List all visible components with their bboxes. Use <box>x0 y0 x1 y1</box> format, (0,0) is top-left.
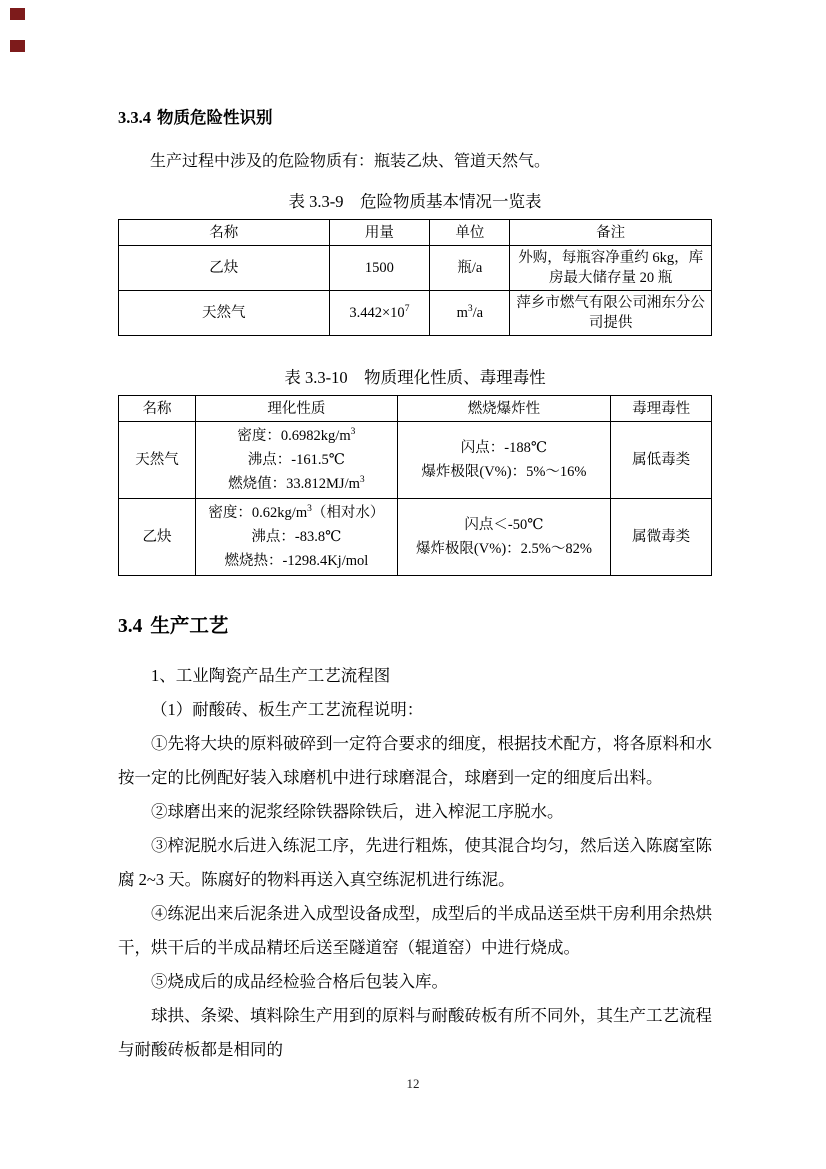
cell-phys <box>196 422 398 499</box>
phys-line: 密度：$0.62kg/m^3$（相对水） <box>208 504 385 521</box>
section-title: 物质危险性识别 <box>157 109 273 127</box>
cell-phys <box>196 499 398 576</box>
header-toxicity: 毒理毒性 <box>611 396 712 422</box>
table-row <box>119 499 712 576</box>
hazard-materials-table <box>118 219 712 336</box>
amount-value: 3.442×10 <box>349 305 405 321</box>
table-3-3-9-caption: 表 3.3-9 危险物质基本情况一览表 <box>288 192 542 211</box>
unit-exponent: 3 <box>467 304 473 315</box>
explosion-line: 闪点：-188℃ <box>460 440 548 456</box>
phys-line: 沸点：-83.8℃ <box>251 529 342 545</box>
header-unit: 单位 <box>430 220 510 246</box>
cell-amount <box>329 291 430 336</box>
cell-name: 天然气 <box>119 291 330 336</box>
paragraph-process-label: （1）耐酸砖、板生产工艺流程说明： <box>151 700 424 719</box>
section-title: 生产工艺 <box>150 615 229 637</box>
table-row <box>119 422 712 499</box>
unit-rest: /a <box>472 305 484 321</box>
phys-line: 燃烧值：$33.812MJ/m^3$ <box>228 475 365 492</box>
explosion-line: 爆炸极限(V%)：2.5%～82% <box>415 541 592 557</box>
header-note: 备注 <box>510 220 712 246</box>
phys-line: 沸点：-161.5℃ <box>247 452 345 468</box>
table-header-row <box>119 396 712 422</box>
section-heading-3-3-4 <box>118 106 712 130</box>
header-name: 名称 <box>119 220 330 246</box>
header-amount: 用量 <box>329 220 430 246</box>
phys-line: 密度：$0.6982kg/m^3$ <box>237 427 356 444</box>
paragraph-note: 球拱、条梁、填料除生产用到的原料与耐酸砖板有所不同外，其生产工艺流程与耐酸砖板都是相同的 <box>118 1006 712 1059</box>
cell-explosion <box>397 499 610 576</box>
cell-toxicity: 属微毒类 <box>611 499 712 576</box>
cell-unit: 瓶/a <box>430 246 510 291</box>
cell-unit <box>430 291 510 336</box>
cell-note: 外购，每瓶容净重约 6kg，库房最大储存量 20 瓶 <box>510 246 712 291</box>
table-3-3-10-caption: 表 3.3-10 物质理化性质、毒理毒性 <box>284 368 546 387</box>
table-row <box>119 291 712 336</box>
paragraph-flowchart-title: 1、工业陶瓷产品生产工艺流程图 <box>151 666 391 685</box>
header-explosion: 燃烧爆炸性 <box>397 396 610 422</box>
paragraph-step-1: ①先将大块的原料破碎到一定符合要求的细度，根据技术配方，将各原料和水按一定的比例配好装入球磨机中进行球磨混合，球磨到一定的细度后出料。 <box>118 734 712 787</box>
cell-name: 乙炔 <box>119 246 330 291</box>
cell-note: 萍乡市燃气有限公司湘东分公司提供 <box>510 291 712 336</box>
cell-name: 天然气 <box>119 422 196 499</box>
header-name: 名称 <box>119 396 196 422</box>
paragraph-step-5: ⑤烧成后的成品经检验合格后包装入库。 <box>151 972 448 991</box>
section-number: 3.4 <box>118 616 143 637</box>
header-phys: 理化性质 <box>196 396 398 422</box>
paragraph-step-2: ②球磨出来的泥浆经除铁器除铁后，进入榨泥工序脱水。 <box>151 802 564 821</box>
explosion-line: 闪点＜-50℃ <box>464 517 544 533</box>
cell-toxicity: 属低毒类 <box>611 422 712 499</box>
cell-name: 乙炔 <box>119 499 196 576</box>
explosion-line: 爆炸极限(V%)：5%～16% <box>421 464 587 480</box>
unit-value: m <box>456 305 468 321</box>
section-heading-3-4 <box>118 612 712 641</box>
amount-exponent: 7 <box>404 304 410 315</box>
process-description <box>118 659 712 1067</box>
phys-line: 燃烧热：-1298.4Kj/mol <box>224 553 369 569</box>
section-number: 3.3.4 <box>118 108 151 127</box>
paragraph-step-4: ④练泥出来后泥条进入成型设备成型，成型后的半成品送至烘干房利用余热烘干，烘干后的半成品精坯后送至隧道窑（辊道窑）中进行烧成。 <box>118 904 712 957</box>
paragraph-step-3: ③榨泥脱水后进入练泥工序，先进行粗炼，使其混合均匀，然后送入陈腐室陈腐 2~3 天。陈腐好的物料再送入真空练泥机进行练泥。 <box>118 836 712 889</box>
red-stamp-mark-bottom <box>10 40 25 52</box>
page-number: 12 <box>406 1076 420 1091</box>
table-header-row <box>119 220 712 246</box>
phys-chem-toxicity-table <box>118 395 712 576</box>
cell-explosion <box>397 422 610 499</box>
red-stamp-mark-top <box>10 8 25 20</box>
cell-amount: 1500 <box>329 246 430 291</box>
table-row <box>119 246 712 291</box>
intro-paragraph: 生产过程中涉及的危险物质有：瓶装乙炔、管道天然气。 <box>150 153 551 170</box>
